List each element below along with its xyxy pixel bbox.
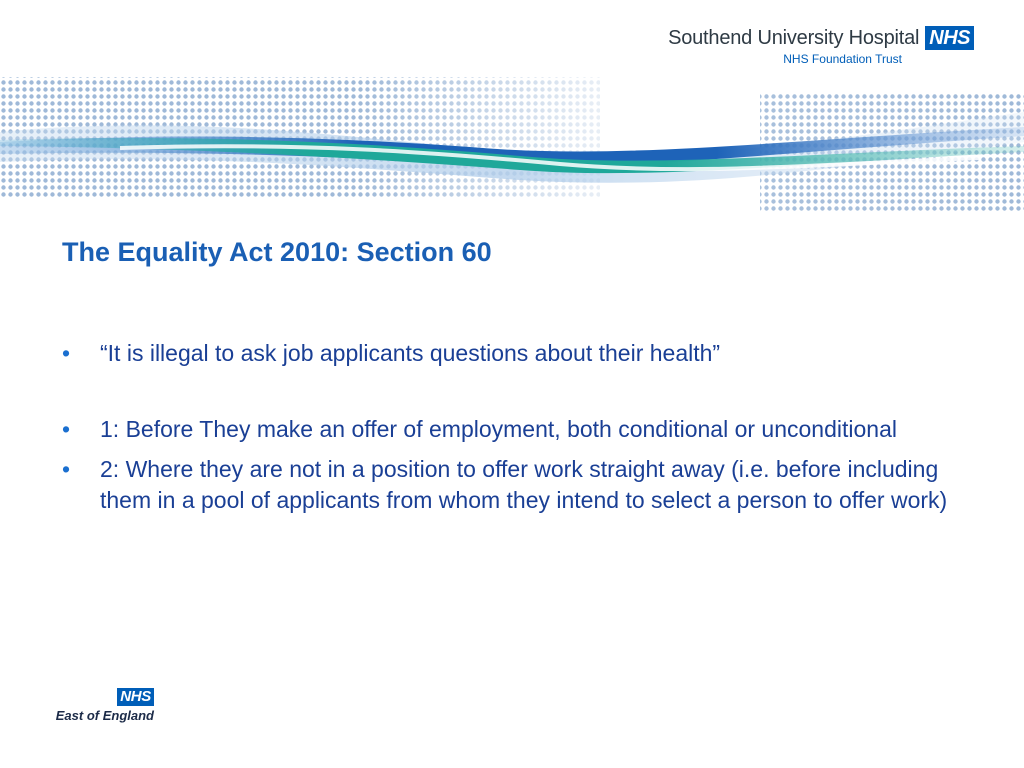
bullet-icon: •	[62, 456, 71, 482]
bullet-list	[62, 338, 962, 516]
nhs-badge: NHS	[925, 26, 974, 50]
footer-region: East of England	[55, 708, 154, 723]
wave-banner	[0, 72, 1024, 222]
slide-title: The Equality Act 2010: Section 60	[62, 237, 492, 267]
bullet-text: “It is illegal to ask job applicants questions about their health”	[100, 340, 721, 366]
bullet-icon: •	[62, 416, 71, 442]
bullet-item	[62, 338, 962, 369]
footer-nhs-badge: NHS	[117, 688, 154, 706]
hospital-logo	[668, 26, 974, 66]
nhs-east-of-england-logo	[52, 688, 154, 723]
trust-subtitle: NHS Foundation Trust	[783, 52, 902, 66]
hospital-name: Southend University Hospital	[668, 26, 920, 49]
bullet-item	[62, 414, 962, 445]
bullet-item	[62, 454, 962, 516]
bullet-text: 1: Before They make an offer of employment, both conditional or unconditional	[100, 416, 897, 442]
bullet-text: 2: Where they are not in a position to offer work straight away (i.e. before including them in a pool of applicants from whom they intend to select a person to offer work)	[100, 456, 948, 513]
bullet-icon: •	[62, 340, 71, 366]
